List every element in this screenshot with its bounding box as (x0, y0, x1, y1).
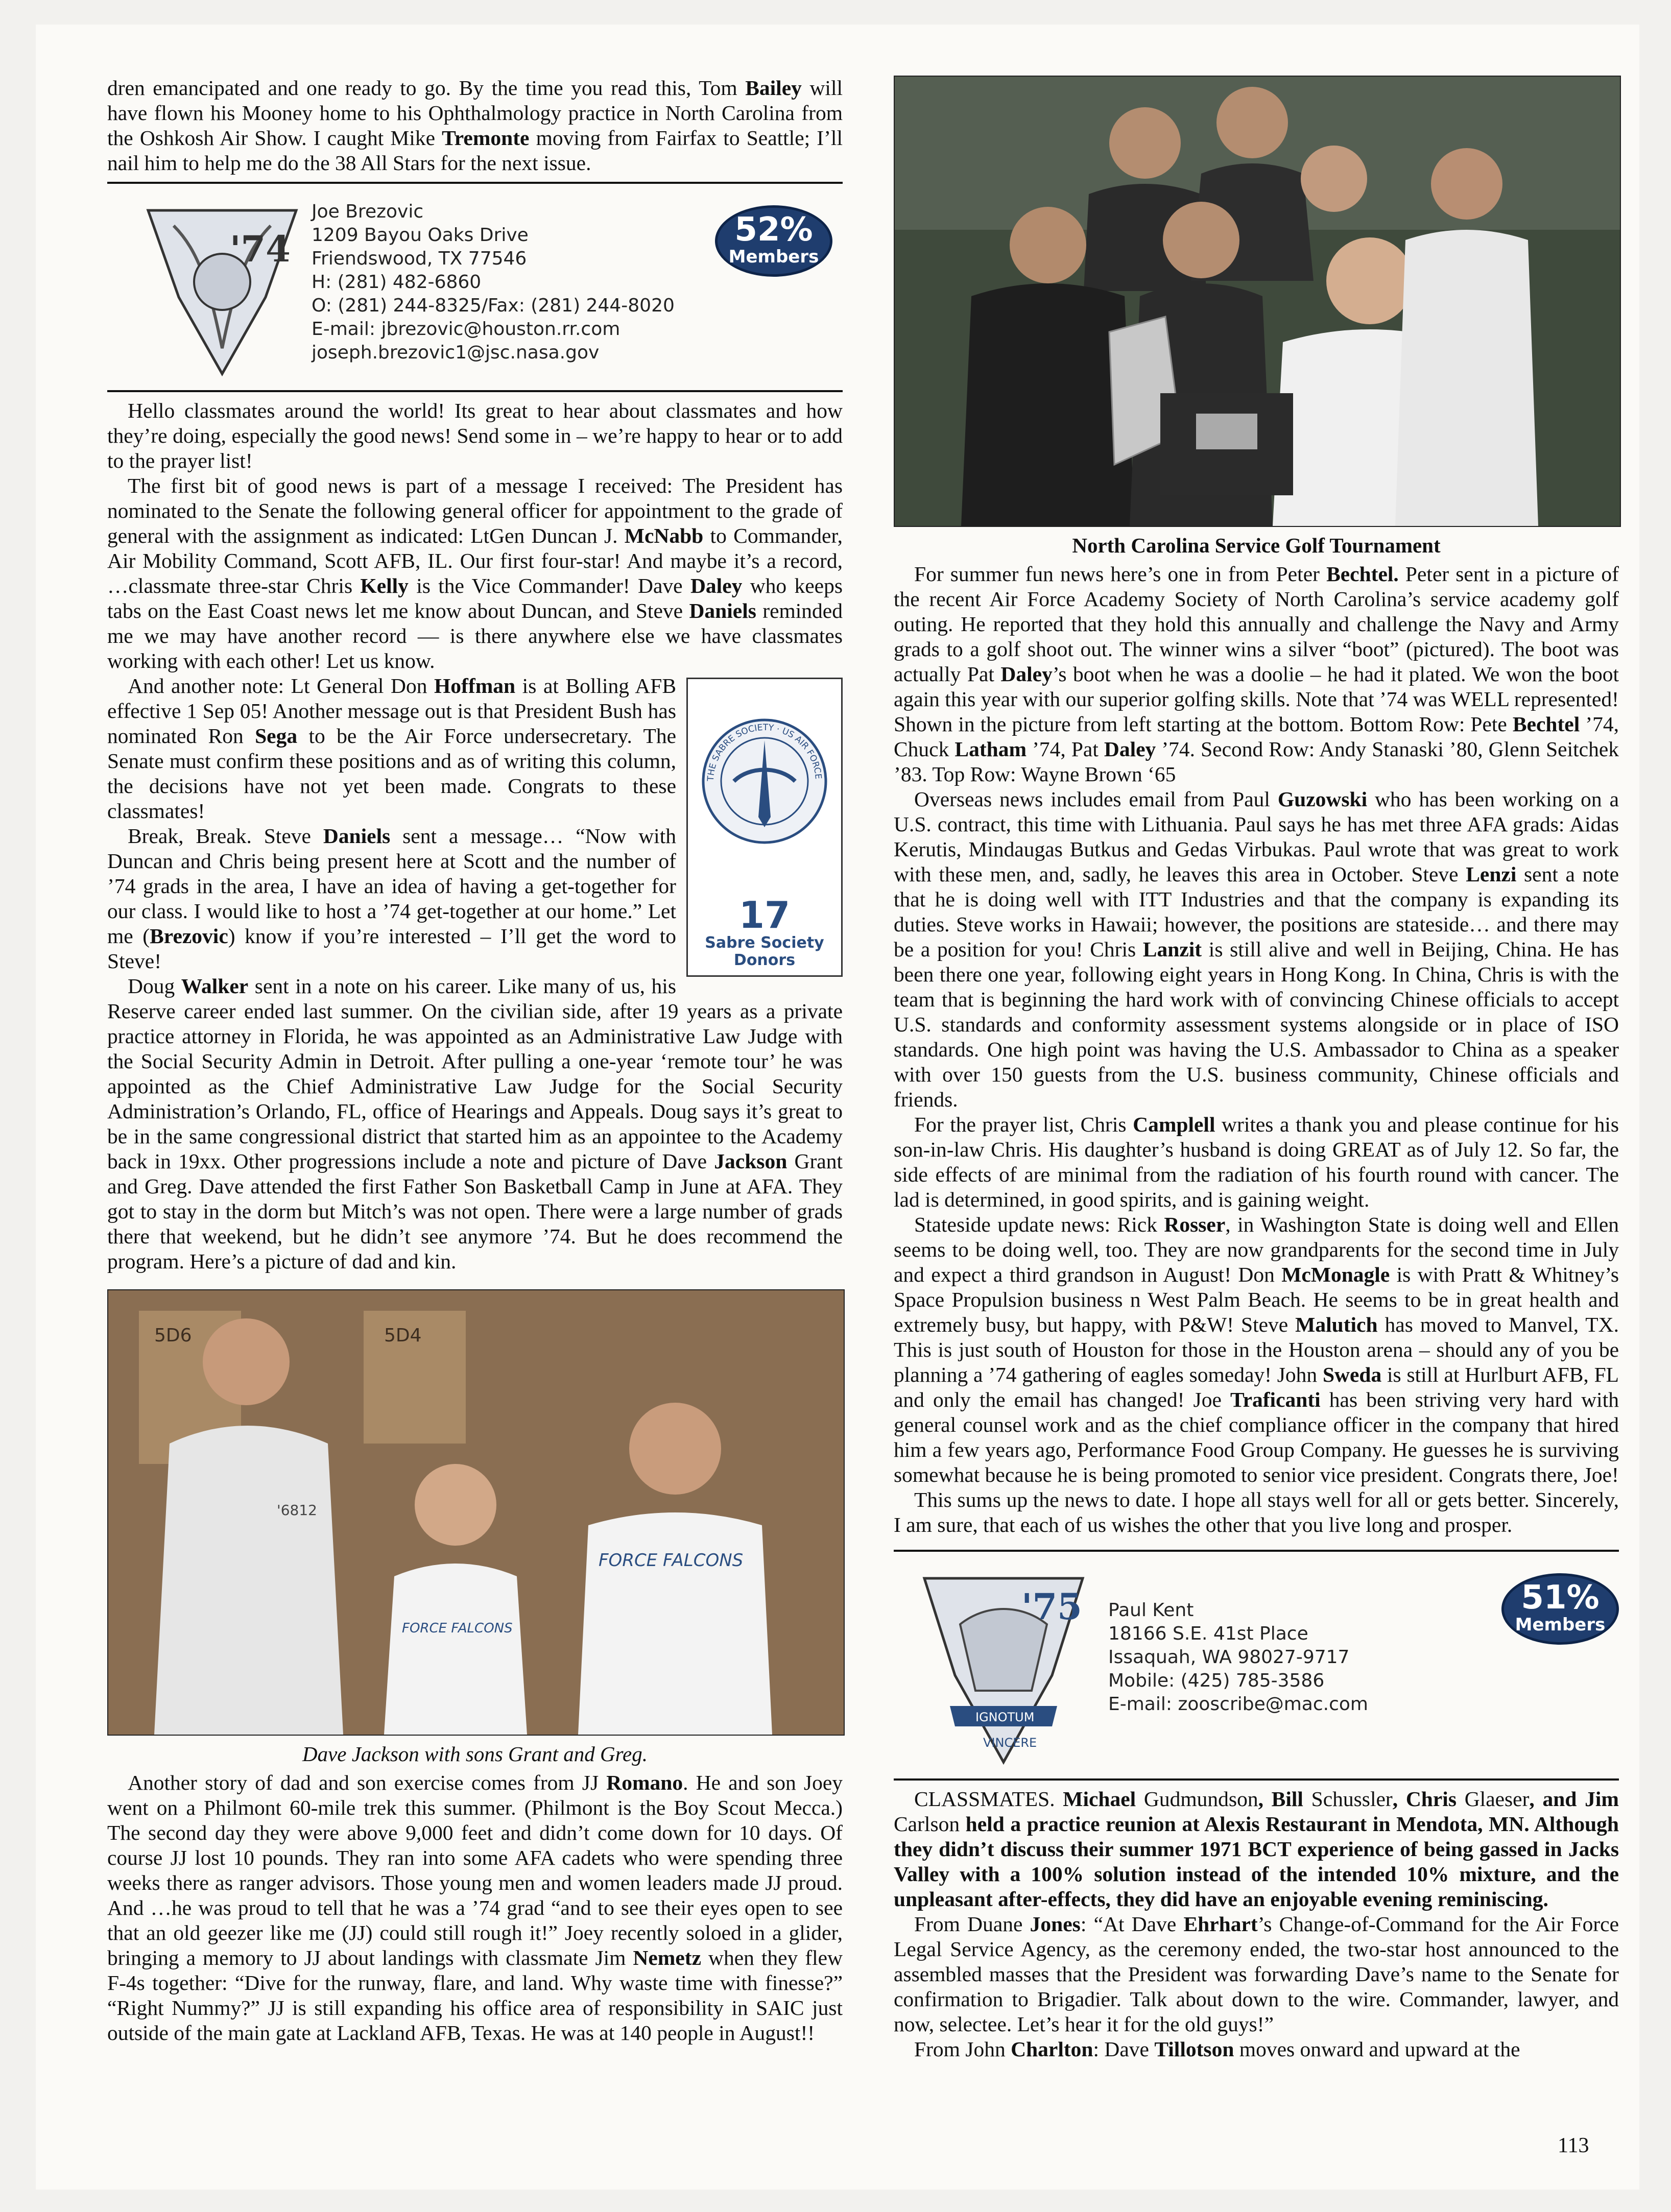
intro-paragraph (107, 76, 843, 176)
text-run: is at Bolling AFB effective 1 Sep 05! Another message out is that President Bush has nominated Ron (107, 674, 677, 748)
text-run: moves onward and upward at the (1234, 2037, 1520, 2061)
shirt-text-greg: FORCE FALCONS (599, 1550, 744, 1571)
paragraph: This sums up the news to date. I hope all stays well for all or gets better. Sincerely, I am sure, that each of us wishes the other that you live long and prosper. (894, 1488, 1619, 1536)
text-run: Break, Break. Steve (128, 824, 323, 848)
bold-name: Lenzi (1466, 862, 1517, 886)
bold-name: McMonagle (1281, 1263, 1390, 1286)
bold-name: Ehrhart (1183, 1912, 1258, 1936)
divider (894, 1550, 1619, 1552)
bold-name: Tremonte (442, 126, 530, 150)
membership-label: Members (728, 247, 819, 267)
text-run: when they flew F-4s together: “Dive for the runway, flare, and land. Why waste time with finesse?” “Right Nummy?” JJ is still expanding his office area of responsibility in SAIC just outside of the main gate at Lackland AFB, Texas. He was at 140 people in August!! (107, 1946, 843, 2045)
text-run: to be the Air Force undersecretary. The Senate must confirm these positions and as of writing this column, the decisions have not yet been made. Congrats to these classmates! (107, 724, 676, 823)
membership-percent: 51% (1521, 1579, 1600, 1617)
bold-name: Daley (1000, 662, 1053, 686)
text-run: ’74. Second Row: Andy Stanaski ’80, Glenn Seitchek ’83. Top Row: Wayne Brown ‘65 (894, 737, 1619, 786)
text-run: has moved to Manvel, TX. This is just south of Houston for those in the Houston arena – should any of you be planning a ’74 gathering of eagles someday! John (894, 1313, 1619, 1386)
divider (107, 182, 843, 184)
paragraph (894, 1112, 1619, 1212)
divider (894, 1778, 1619, 1781)
class-74-crest-icon (138, 195, 306, 379)
right-column (894, 76, 1619, 2062)
text-run: The first bit of good news is part of a message I received: The President has nominated to the Senate the following general officer for appointment to the grade of general with the assignment as indicated: LtGen Duncan J. (107, 474, 843, 547)
text-run: From Duane (914, 1912, 1030, 1936)
text-run: Gudmundson (1143, 1787, 1258, 1811)
contact-address (312, 200, 675, 365)
text-run: From John (914, 2037, 1011, 2061)
bold-name: Latham (954, 737, 1027, 761)
contact-email: E-mail: jbrezovic@houston.rr.com (312, 319, 620, 340)
contact-name: Joe Brezovic (312, 201, 424, 222)
contact-mobile: Mobile: (425) 785-3586 (1108, 1670, 1325, 1691)
bold-name: Daley (1104, 737, 1156, 761)
membership-label: Members (1515, 1615, 1606, 1635)
crest-banner-2: VINCERE (983, 1736, 1037, 1750)
paragraph (894, 2037, 1619, 2062)
text-run: ’s boot when he was a doolie – he had it plated. We won the boot again this year with our superior golfing skills. Note that ’74 was WELL represented! Shown in the picture from left starting at the bottom. Bottom Row: Pete (894, 662, 1619, 736)
text-run: For the prayer list, Chris (914, 1113, 1133, 1136)
left-column (107, 76, 843, 2046)
text-run: has been striving very hard with general counsel work and as the chief compliance officer in the company that hired him a few years ago, Performance Food Group Company. He guesses he is surviving somewhat because he is being promoted to senior vice president. Congrats there, Joe! (894, 1388, 1619, 1486)
class-75-crest-icon (914, 1563, 1093, 1767)
text-run: CLASSMATES. (914, 1787, 1055, 1811)
text-run: who has been working on a U.S. contract, this time with Lithuania. Paul says he has met three AFA grads: Aidas Kerutis, Mindaugas Butkus and Gedas Virbukas. Paul wrote that was great to work with these men, and, sadly, he leaves this area in October. Steve (894, 787, 1619, 886)
sabre-society-box (686, 678, 843, 977)
bold-name: Malutich (1295, 1313, 1378, 1336)
bold-name: Lanzit (1142, 937, 1202, 961)
sabre-count: 17 (738, 894, 791, 936)
contact-email-2: joseph.brezovic1@jsc.nasa.gov (312, 342, 600, 363)
text-run: writes a thank you and please continue for his son-in-law Chris. His daughter’s husband is doing GREAT as of July 12. So far, the side effects of are minimal from the radiation of his fourth round with cancer. The lad is determined, in good spirits, and is gaining weight. (894, 1113, 1619, 1211)
text-run: is still at Hurlburt AFB, FL and only the email has changed! Joe (894, 1363, 1619, 1411)
bold-name: Bechtel (1512, 712, 1580, 736)
text-run: Grant and Greg. Dave attended the first Father Son Basketball Camp in June at AFA. They got to stay in the dorm but Mitch’s was not open. There were a large number of grads there that weekend, but he didn’t see anymore ’74. But he does recommend the program. Here’s a picture of dad and kin. (107, 1149, 843, 1273)
text-run: dren emancipated and one ready to go. By the time you read this, Tom (107, 76, 746, 100)
bold-name: Guzowski (1277, 787, 1368, 811)
text-run: reminded me we may have another record — is there anywhere else we have classmates working with each other! Let us know. (107, 599, 843, 672)
bold-name: Michael (1055, 1787, 1144, 1811)
contact-address (1108, 1599, 1368, 1716)
bold-name: Bailey (745, 76, 802, 100)
bold-name: Daley (690, 574, 743, 597)
sabre-label-1: Sabre Society (705, 934, 824, 952)
paragraph (894, 1787, 1619, 1912)
bold-name: McNabb (624, 524, 704, 547)
bold-name: Brezovic (150, 924, 228, 948)
sabre-society-seal-icon (688, 679, 841, 883)
bold-name: , Chris (1392, 1787, 1465, 1811)
paragraph (894, 1212, 1619, 1487)
bold-name: Sweda (1322, 1363, 1382, 1386)
bold-name: Daniels (689, 599, 756, 622)
bold-name: Charlton (1011, 2037, 1093, 2061)
sabre-label-2: Donors (733, 951, 796, 969)
golf-tournament-photo (894, 76, 1621, 527)
text-run: is with Pratt & Whitney’s Space Propulsion business n West Palm Beach. He seems to be in great health and extremely busy, but happy, with P&W! Steve (894, 1263, 1619, 1336)
sabre-ring-text: THE SABRE SOCIETY · US AIR FORCE (705, 722, 824, 782)
bold-name: Rosser (1164, 1213, 1226, 1236)
photo-caption: Dave Jackson with sons Grant and Greg. (302, 1742, 648, 1766)
text-run: Glaeser (1464, 1787, 1530, 1811)
photo-sign-2: 5D4 (384, 1325, 422, 1346)
contact-email: E-mail: zooscribe@mac.com (1108, 1694, 1368, 1715)
crest-year: '75 (1021, 1585, 1082, 1628)
paragraph: Hello classmates around the world! Its great to hear about classmates and how they’re doing, especially the good news! Send some in – we’re happy to hear or to add to the prayer list! (107, 399, 843, 472)
bold-name: Hoffman (434, 674, 516, 698)
membership-badge (715, 205, 832, 277)
membership-badge (1501, 1573, 1619, 1645)
membership-percent: 52% (734, 211, 813, 249)
text-run: ’74, Pat (1027, 737, 1104, 761)
bold-name: held a practice reunion at Alexis Restaurant in Mendota, MN. Although they didn’t discuss their summer 1971 BCT experience of being gassed in Jacks Valley with a 100% solution instead of the intended 10% mixture, and the unpleasant after-effects, they did have an enjoyable evening reminiscing. (894, 1812, 1619, 1911)
contact-city: Friendswood, TX 77546 (312, 248, 527, 269)
text-run: will have flown his Mooney home to his Ophthalmology practice in North Carolina from the Oshkosh Air Show. I caught Mike (107, 76, 843, 150)
text-run: sent a note that he is doing well with ITT Industries and that the company is expanding its duties. Steve works in Hawaii; however, the positions are stateside… and there may be a position for you! Chris (894, 862, 1619, 961)
bold-name: Tillotson (1154, 2037, 1234, 2061)
sabre-label (688, 934, 841, 969)
shirt-text-grant: FORCE FALCONS (402, 1621, 513, 1636)
class-of-75-contact (894, 1558, 1619, 1772)
class-of-74-contact (107, 190, 843, 384)
contact-name: Paul Kent (1108, 1600, 1194, 1621)
bold-name: Walker (181, 974, 249, 998)
text-run: Another story of dad and son exercise comes from JJ (128, 1771, 607, 1794)
text-run: Overseas news includes email from Paul (914, 787, 1278, 811)
bold-name: Sega (255, 724, 298, 748)
text-run: For summer fun news here’s one in from Peter (914, 562, 1327, 586)
bold-name: Nemetz (633, 1946, 702, 1969)
page-number: 113 (1558, 2134, 1589, 2157)
text-run: : Dave (1093, 2037, 1155, 2061)
bold-name: Romano (606, 1771, 683, 1794)
text-run: . He and son Joey went on a Philmont 60-mile trek this summer. (Philmont is the Boy Scout Mecca.) The second day they were above 9,000 feet and didn’t come down for 10 days. Of course JJ lost 10 pounds. They ran into some AFA cadets who were spending three weeks there as ranger advisors. Those young men and women leaders made JJ proud. And …he was proud to tell that he was a ’74 grad “and to see their eyes open to see that an old geezer like me (JJ) could still rough it!” Joey recently soloed in a glider, bringing a memory to JJ about landings with classmate Jim (107, 1771, 843, 1969)
bold-name: , and Jim (1529, 1787, 1619, 1811)
text-run: sent a message… “Now with Duncan and Chris being present here at Scott and the number of ’74 grads in the area, I have an idea of having a get-together for our class. I would like to host a ’74 get-together at our home.” Let me ( (107, 824, 676, 948)
text-run: is the Vice Commander! Dave (408, 574, 690, 597)
photo-caption: North Carolina Service Golf Tournament (1072, 534, 1441, 557)
text-run: ’74, Chuck (894, 712, 1619, 761)
magazine-page (36, 25, 1639, 2190)
bold-name: Daniels (323, 824, 391, 848)
paragraph (107, 473, 843, 674)
bold-name: , Bill (1258, 1787, 1311, 1811)
bold-name: Camplell (1133, 1113, 1215, 1136)
bold-name: Kelly (360, 574, 409, 597)
photo-sign-1: 5D6 (154, 1325, 192, 1346)
paragraph (894, 562, 1619, 787)
paragraph (894, 787, 1619, 1112)
text-run: sent in a note on his career. Like many of us, his Reserve career ended last summer. On the civilian side, after 19 years as a private practice attorney in Florida, he was appointed as an Administrative Law Judge with the Social Security Admin in Detroit. After pulling a one-year ‘remote tour’ he was appointed as the Chief Administrative Law Judge for the Social Security Administration’s Orlando, FL, office of Hearings and Appeals. Doug says it’s great to be in the same congressional district that started him as an appointee to the Academy back in 19xx. Other progressions include a note and picture of Dave (107, 974, 843, 1173)
text-run: to Commander, Air Mobility Command, Scott AFB, IL. Our first four-star! And maybe it’s a record, …classmate three-star Chris (107, 524, 843, 597)
photo-image (895, 77, 1620, 526)
contact-home-phone: H: (281) 482-6860 (312, 272, 482, 293)
contact-street: 1209 Bayou Oaks Drive (312, 225, 529, 246)
text-run: Peter sent in a picture of the recent Air Force Academy Society of North Carolina’s service academy golf outing. He reported that they hold this annually and challenge the Navy and Army grads to a golf shoot out. The winner wins a silver “boot” (pictured). The boot was actually Pat (894, 562, 1619, 686)
shirt-text-dad: '6812 (277, 1502, 317, 1519)
contact-city: Issaquah, WA 98027-9717 (1108, 1647, 1350, 1668)
paragraph (107, 1770, 843, 2046)
text-run: is still alive and well in Beijing, China. He has been there one year, following eight years in Hong Kong. In China, Chris is with the team that is beginning the hard work with of convincing Chinese officials to accept U.S. standards and conformity assessment systems alongside or in place of ISO standards. One high point was having the U.S. Ambassador to China as a speaker with over 150 guests from the U.S. business community, Chinese officials and friends. (894, 937, 1619, 1111)
bold-name: Jones (1030, 1912, 1081, 1936)
text-run: Schussler (1311, 1787, 1393, 1811)
divider (107, 390, 843, 392)
bold-name: Jackson (714, 1149, 787, 1173)
bold-name: Traficanti (1230, 1388, 1321, 1411)
text-run: And another note: Lt General Don (128, 674, 435, 698)
photo-image (108, 1290, 844, 1735)
text-run: Doug (128, 974, 181, 998)
text-run: Carlson (894, 1812, 960, 1836)
text-run: : “At Dave (1080, 1912, 1184, 1936)
text-run: ’s Change-of-Command for the Air Force Legal Service Agency, as the ceremony ended, the two-star host announced to the assembled masses that the President was forwarding Dave’s name to the Senate for confirmation to Brigadier. Talk about down to the wire. Commander, lawyer, and now, selectee. Let’s hear it for the old guys!” (894, 1912, 1619, 2036)
crest-year: '74 (230, 228, 291, 270)
text-run: who keeps tabs on the East Coast news let me know about Duncan, and Steve (107, 574, 843, 622)
jackson-family-photo (107, 1289, 845, 1736)
contact-office-phone: O: (281) 244-8325/Fax: (281) 244-8020 (312, 295, 675, 316)
text-run: , in Washington State is doing well and Ellen seems to be doing well, too. They are now grandparents for the second time in July and expect a third grandson in August! Don (894, 1213, 1619, 1286)
paragraph (107, 974, 843, 1274)
paragraph (894, 1912, 1619, 2037)
text-run: moving from Fairfax to Seattle; I’ll nail him to help me do the 38 All Stars for the next issue. (107, 126, 843, 175)
text-run: ) know if you’re interested – I’ll get the word to Steve! (107, 924, 676, 973)
contact-street: 18166 S.E. 41st Place (1108, 1623, 1308, 1644)
crest-banner-1: IGNOTUM (975, 1710, 1035, 1724)
text-run: Stateside update news: Rick (914, 1213, 1164, 1236)
bold-name: Bechtel. (1326, 562, 1399, 586)
